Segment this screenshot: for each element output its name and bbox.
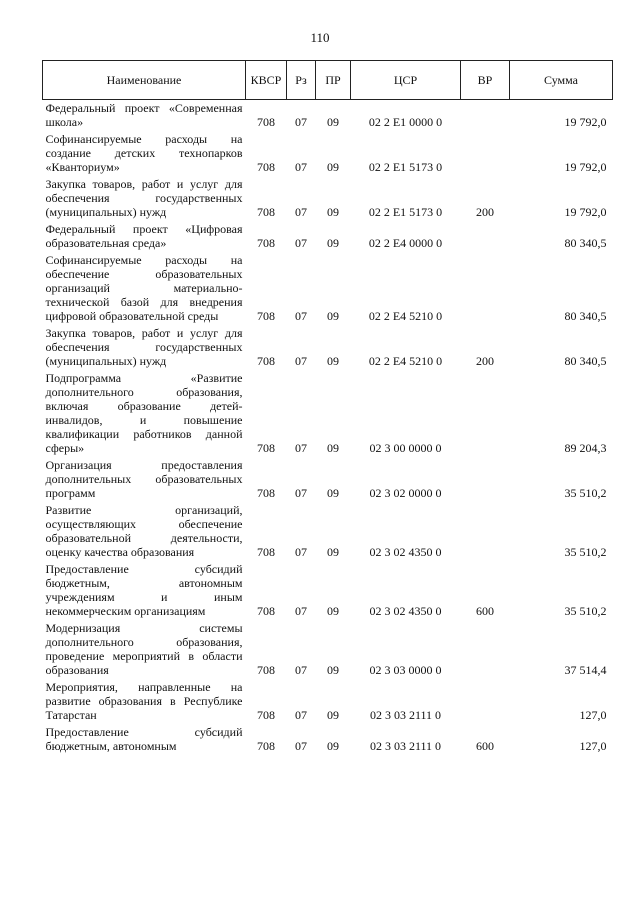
cell-csr: 02 3 03 2111 0 [369, 708, 442, 722]
cell-sum: 19 792,0 [564, 160, 607, 174]
cell-sum: 127,0 [579, 708, 607, 722]
cell-sum: 80 340,5 [564, 354, 607, 368]
table-row [43, 100, 613, 132]
budget-table [42, 60, 613, 755]
cell-sum: 19 792,0 [564, 115, 607, 129]
cell-vr [461, 502, 510, 561]
cell-vr [461, 620, 510, 679]
cell-kvsr: 708 [257, 739, 275, 753]
cell-kvsr: 708 [257, 545, 275, 559]
cell-sum: 35 510,2 [564, 604, 607, 618]
cell-vr [461, 131, 510, 176]
cell-kvsr: 708 [257, 309, 275, 323]
cell-name: Софинансируемые расходы на создание детских технопарков «Кванториум» [45, 132, 243, 174]
cell-vr [461, 221, 510, 252]
cell-vr: 200 [476, 354, 494, 368]
table-row [43, 131, 613, 176]
table-body [43, 100, 613, 756]
cell-pr: 09 [327, 205, 339, 219]
cell-name: Закупка товаров, работ и услуг для обеспечения государственных (муниципальных) нужд [45, 177, 243, 219]
cell-rz: 07 [295, 486, 307, 500]
cell-rz: 07 [295, 160, 307, 174]
cell-name: Федеральный проект «Цифровая образовательная среда» [45, 222, 243, 250]
table-row [43, 252, 613, 325]
cell-pr: 09 [327, 354, 339, 368]
cell-vr [461, 457, 510, 502]
cell-vr [461, 679, 510, 724]
cell-name: Закупка товаров, работ и услуг для обеспечения государственных (муниципальных) нужд [45, 326, 243, 368]
cell-pr: 09 [327, 115, 339, 129]
header-csr: ЦСР [351, 61, 461, 100]
cell-name: Подпрограмма «Развитие дополнительного образования, включая образование детей-инвалидов, и повышение квалификации работников данной сферы» [45, 371, 243, 455]
cell-csr: 02 3 02 4350 0 [369, 604, 442, 618]
cell-csr: 02 2 E4 5210 0 [368, 309, 443, 323]
cell-rz: 07 [295, 309, 307, 323]
cell-rz: 07 [295, 441, 307, 455]
cell-vr [461, 370, 510, 457]
table-row [43, 221, 613, 252]
cell-csr: 02 2 E1 5173 0 [368, 205, 443, 219]
cell-kvsr: 708 [257, 115, 275, 129]
header-sum: Сумма [510, 61, 613, 100]
table-row [43, 325, 613, 370]
cell-kvsr: 708 [257, 354, 275, 368]
cell-kvsr: 708 [257, 486, 275, 500]
cell-sum: 37 514,4 [564, 663, 607, 677]
cell-kvsr: 708 [257, 205, 275, 219]
table-header-row [43, 61, 613, 100]
cell-sum: 80 340,5 [564, 309, 607, 323]
table-row [43, 502, 613, 561]
cell-pr: 09 [327, 663, 339, 677]
cell-rz: 07 [295, 739, 307, 753]
cell-name: Мероприятия, направленные на развитие образования в Республике Татарстан [45, 680, 243, 722]
header-name: Наименование [43, 61, 246, 100]
cell-name: Предоставление субсидий бюджетным, автономным [45, 725, 243, 753]
cell-name: Развитие организаций, осуществляющих обеспечение образовательной деятельности, оценку качества образования [45, 503, 243, 559]
cell-name: Организация предоставления дополнительных образовательных программ [45, 458, 243, 500]
cell-csr: 02 2 E1 5173 0 [368, 160, 443, 174]
cell-csr: 02 2 E1 0000 0 [368, 115, 443, 129]
cell-pr: 09 [327, 160, 339, 174]
cell-pr: 09 [327, 236, 339, 250]
cell-kvsr: 708 [257, 663, 275, 677]
cell-rz: 07 [295, 663, 307, 677]
cell-sum: 80 340,5 [564, 236, 607, 250]
cell-pr: 09 [327, 604, 339, 618]
cell-rz: 07 [295, 205, 307, 219]
cell-name: Федеральный проект «Современная школа» [45, 101, 243, 129]
cell-sum: 35 510,2 [564, 545, 607, 559]
cell-kvsr: 708 [257, 708, 275, 722]
cell-pr: 09 [327, 486, 339, 500]
cell-name: Модернизация системы дополнительного образования, проведение мероприятий в области образования [45, 621, 243, 677]
header-rz: Рз [287, 61, 316, 100]
cell-sum: 89 204,3 [564, 441, 607, 455]
cell-sum: 19 792,0 [564, 205, 607, 219]
cell-name: Софинансируемые расходы на обеспечение образовательных организаций материально-технической базой для внедрения цифровой образовательной среды [45, 253, 243, 323]
cell-csr: 02 3 02 4350 0 [369, 545, 442, 559]
cell-pr: 09 [327, 545, 339, 559]
cell-rz: 07 [295, 354, 307, 368]
table-row [43, 370, 613, 457]
cell-sum: 127,0 [579, 739, 607, 753]
cell-pr: 09 [327, 441, 339, 455]
cell-pr: 09 [327, 309, 339, 323]
cell-csr: 02 2 E4 5210 0 [368, 354, 443, 368]
table-row [43, 679, 613, 724]
cell-sum: 35 510,2 [564, 486, 607, 500]
table-row [43, 620, 613, 679]
table-row [43, 457, 613, 502]
page-number: 110 [310, 30, 330, 45]
cell-vr: 600 [476, 739, 494, 753]
cell-vr [461, 100, 510, 132]
cell-kvsr: 708 [257, 604, 275, 618]
header-pr: ПР [316, 61, 351, 100]
cell-vr [461, 252, 510, 325]
cell-vr: 200 [476, 205, 494, 219]
cell-vr: 600 [476, 604, 494, 618]
cell-name: Предоставление субсидий бюджетным, автономным учреждениям и иным некоммерческим организациям [45, 562, 243, 618]
header-vr: ВР [461, 61, 510, 100]
cell-kvsr: 708 [257, 160, 275, 174]
table-row [43, 561, 613, 620]
cell-rz: 07 [295, 708, 307, 722]
cell-rz: 07 [295, 545, 307, 559]
cell-pr: 09 [327, 739, 339, 753]
cell-csr: 02 3 02 0000 0 [369, 486, 442, 500]
cell-pr: 09 [327, 708, 339, 722]
cell-kvsr: 708 [257, 441, 275, 455]
table-row [43, 724, 613, 755]
cell-rz: 07 [295, 236, 307, 250]
cell-kvsr: 708 [257, 236, 275, 250]
cell-csr: 02 3 00 0000 0 [369, 441, 442, 455]
cell-csr: 02 3 03 2111 0 [369, 739, 442, 753]
table-row [43, 176, 613, 221]
cell-rz: 07 [295, 115, 307, 129]
cell-csr: 02 3 03 0000 0 [369, 663, 442, 677]
cell-csr: 02 2 E4 0000 0 [368, 236, 443, 250]
header-kvsr: КВСР [246, 61, 287, 100]
cell-rz: 07 [295, 604, 307, 618]
